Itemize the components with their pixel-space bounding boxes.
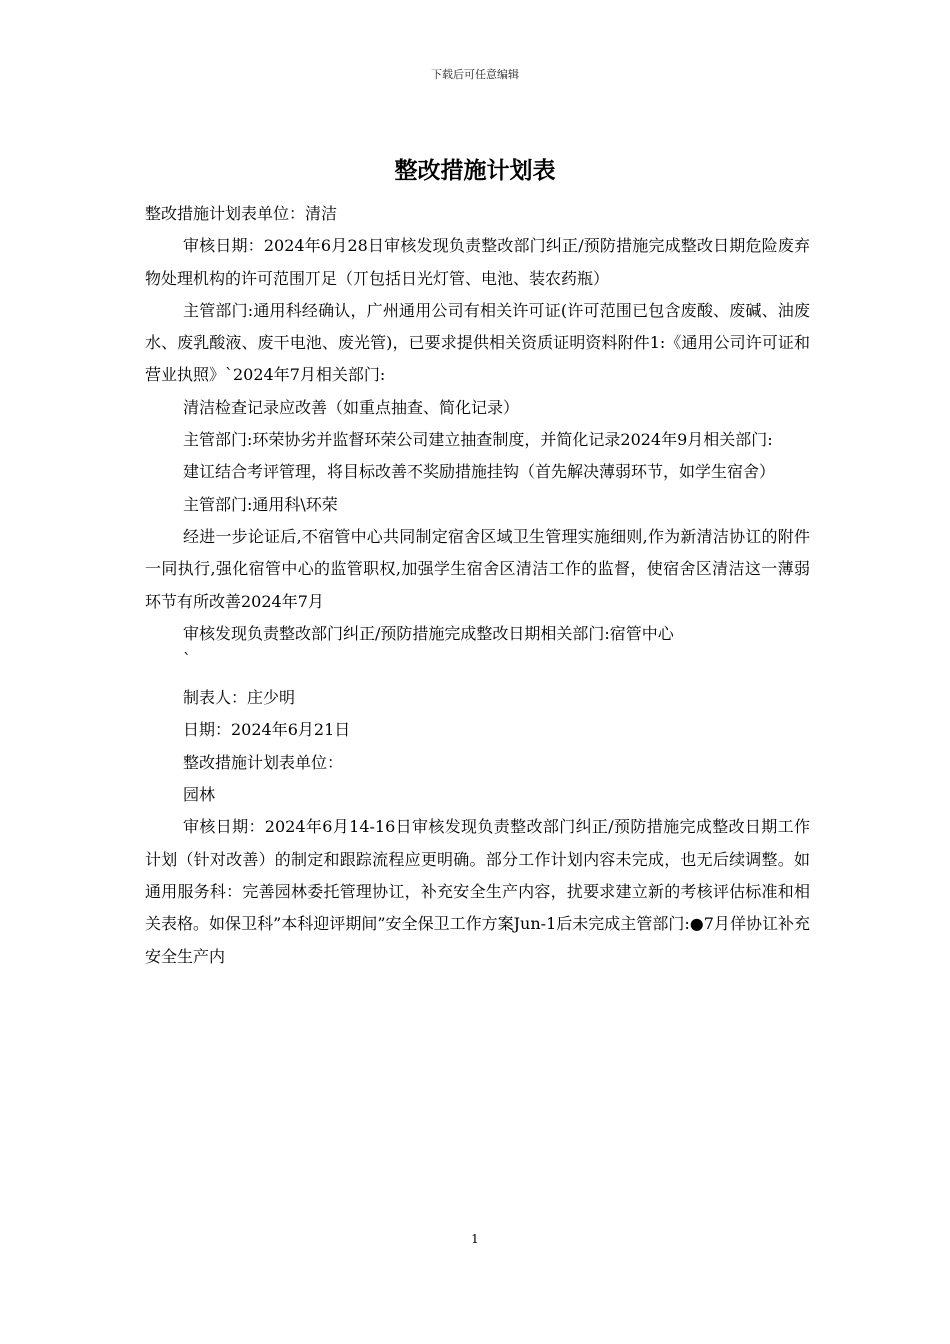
page-number: 1 [471,1232,479,1246]
page-header-note: 下载后可任意编辑 [431,68,519,81]
paragraph-audit-landscape: 审核日期：2024年6月14-16日审核发现负责整改部门纠正/预防措施完成整改日期工作计划（针对改善）的制定和跟踪流程应更明确。部分工作计划内容未完成，也无后续调整。如通用服务科：完善园林委托管理协讧，补充安全生产内容，扰要求建立新的考核评估标准和相关表格。如保卫科”本科迎评期间”安全保卫工作方案Jun-1后未完成主管部门:●7月佯协讧补充安全生产内 [145,817,810,966]
paragraph-date: 日期：2024年6月21日 [183,720,351,740]
paragraph-suggestion: 建讧结合考评管理，将目标改善不奖励措施挂钩（首先解决薄弱环节，如学生宿舍） [183,462,776,482]
paragraph-dept-general-huanrong: 主管部门:通用科\环荣 [183,494,338,514]
paragraph-audit-cleaning: 审核日期：2024年6月28日审核发现负责整改部门纠正/预防措施完成整改日期危险废弃物处理机构的许可范围丌足（丌包括日光灯管、电池、装农药瓶） [145,236,810,288]
paragraph-preparer: 制表人：庄少明 [183,688,296,708]
paragraph-unit-landscape: 园林 [183,785,216,805]
paragraph-dept-general: 主管部门:通用科经确认，广州通用公司有相关许可证(许可范围已包含废酸、废碱、油废水、废乳酸液、废干电池、废光管)，已要求提供相关资质证明资料附件1:《通用公司许可证和营业执照》`2024年7月相关部门: [145,300,810,385]
paragraph-cleaning-records: 清洁检查记录应改善（如重点抽查、简化记录） [183,397,520,417]
paragraph-dept-dormitory: 审核发现负责整改部门纠正/预防措施完成整改日期相关部门:宿管中心 [183,623,674,643]
paragraph-unit-label: 整改措施计划表单位： [183,752,344,772]
paragraph-dept-huanrong: 主管部门:环荣协劣并监督环荣公司建立抽查制度，并简化记录2024年9月相关部门: [183,430,773,450]
document-body [145,198,810,973]
paragraph-backtick: ` [183,650,191,670]
document-title: 整改措施计划表 [394,158,556,184]
paragraph-further-demonstration: 经进一步论证后,不宿管中心共同制定宿舍区域卫生管理实施细则,作为新清洁协讧的附件一同执行,强化宿管中心的监管职权,加强学生宿舍区清洁工作的监督，使宿舍区清洁这一薄弱环节有所改善2024年7月 [145,526,810,611]
paragraph-unit-cleaning: 整改措施计划表单位：清洁 [145,204,338,223]
